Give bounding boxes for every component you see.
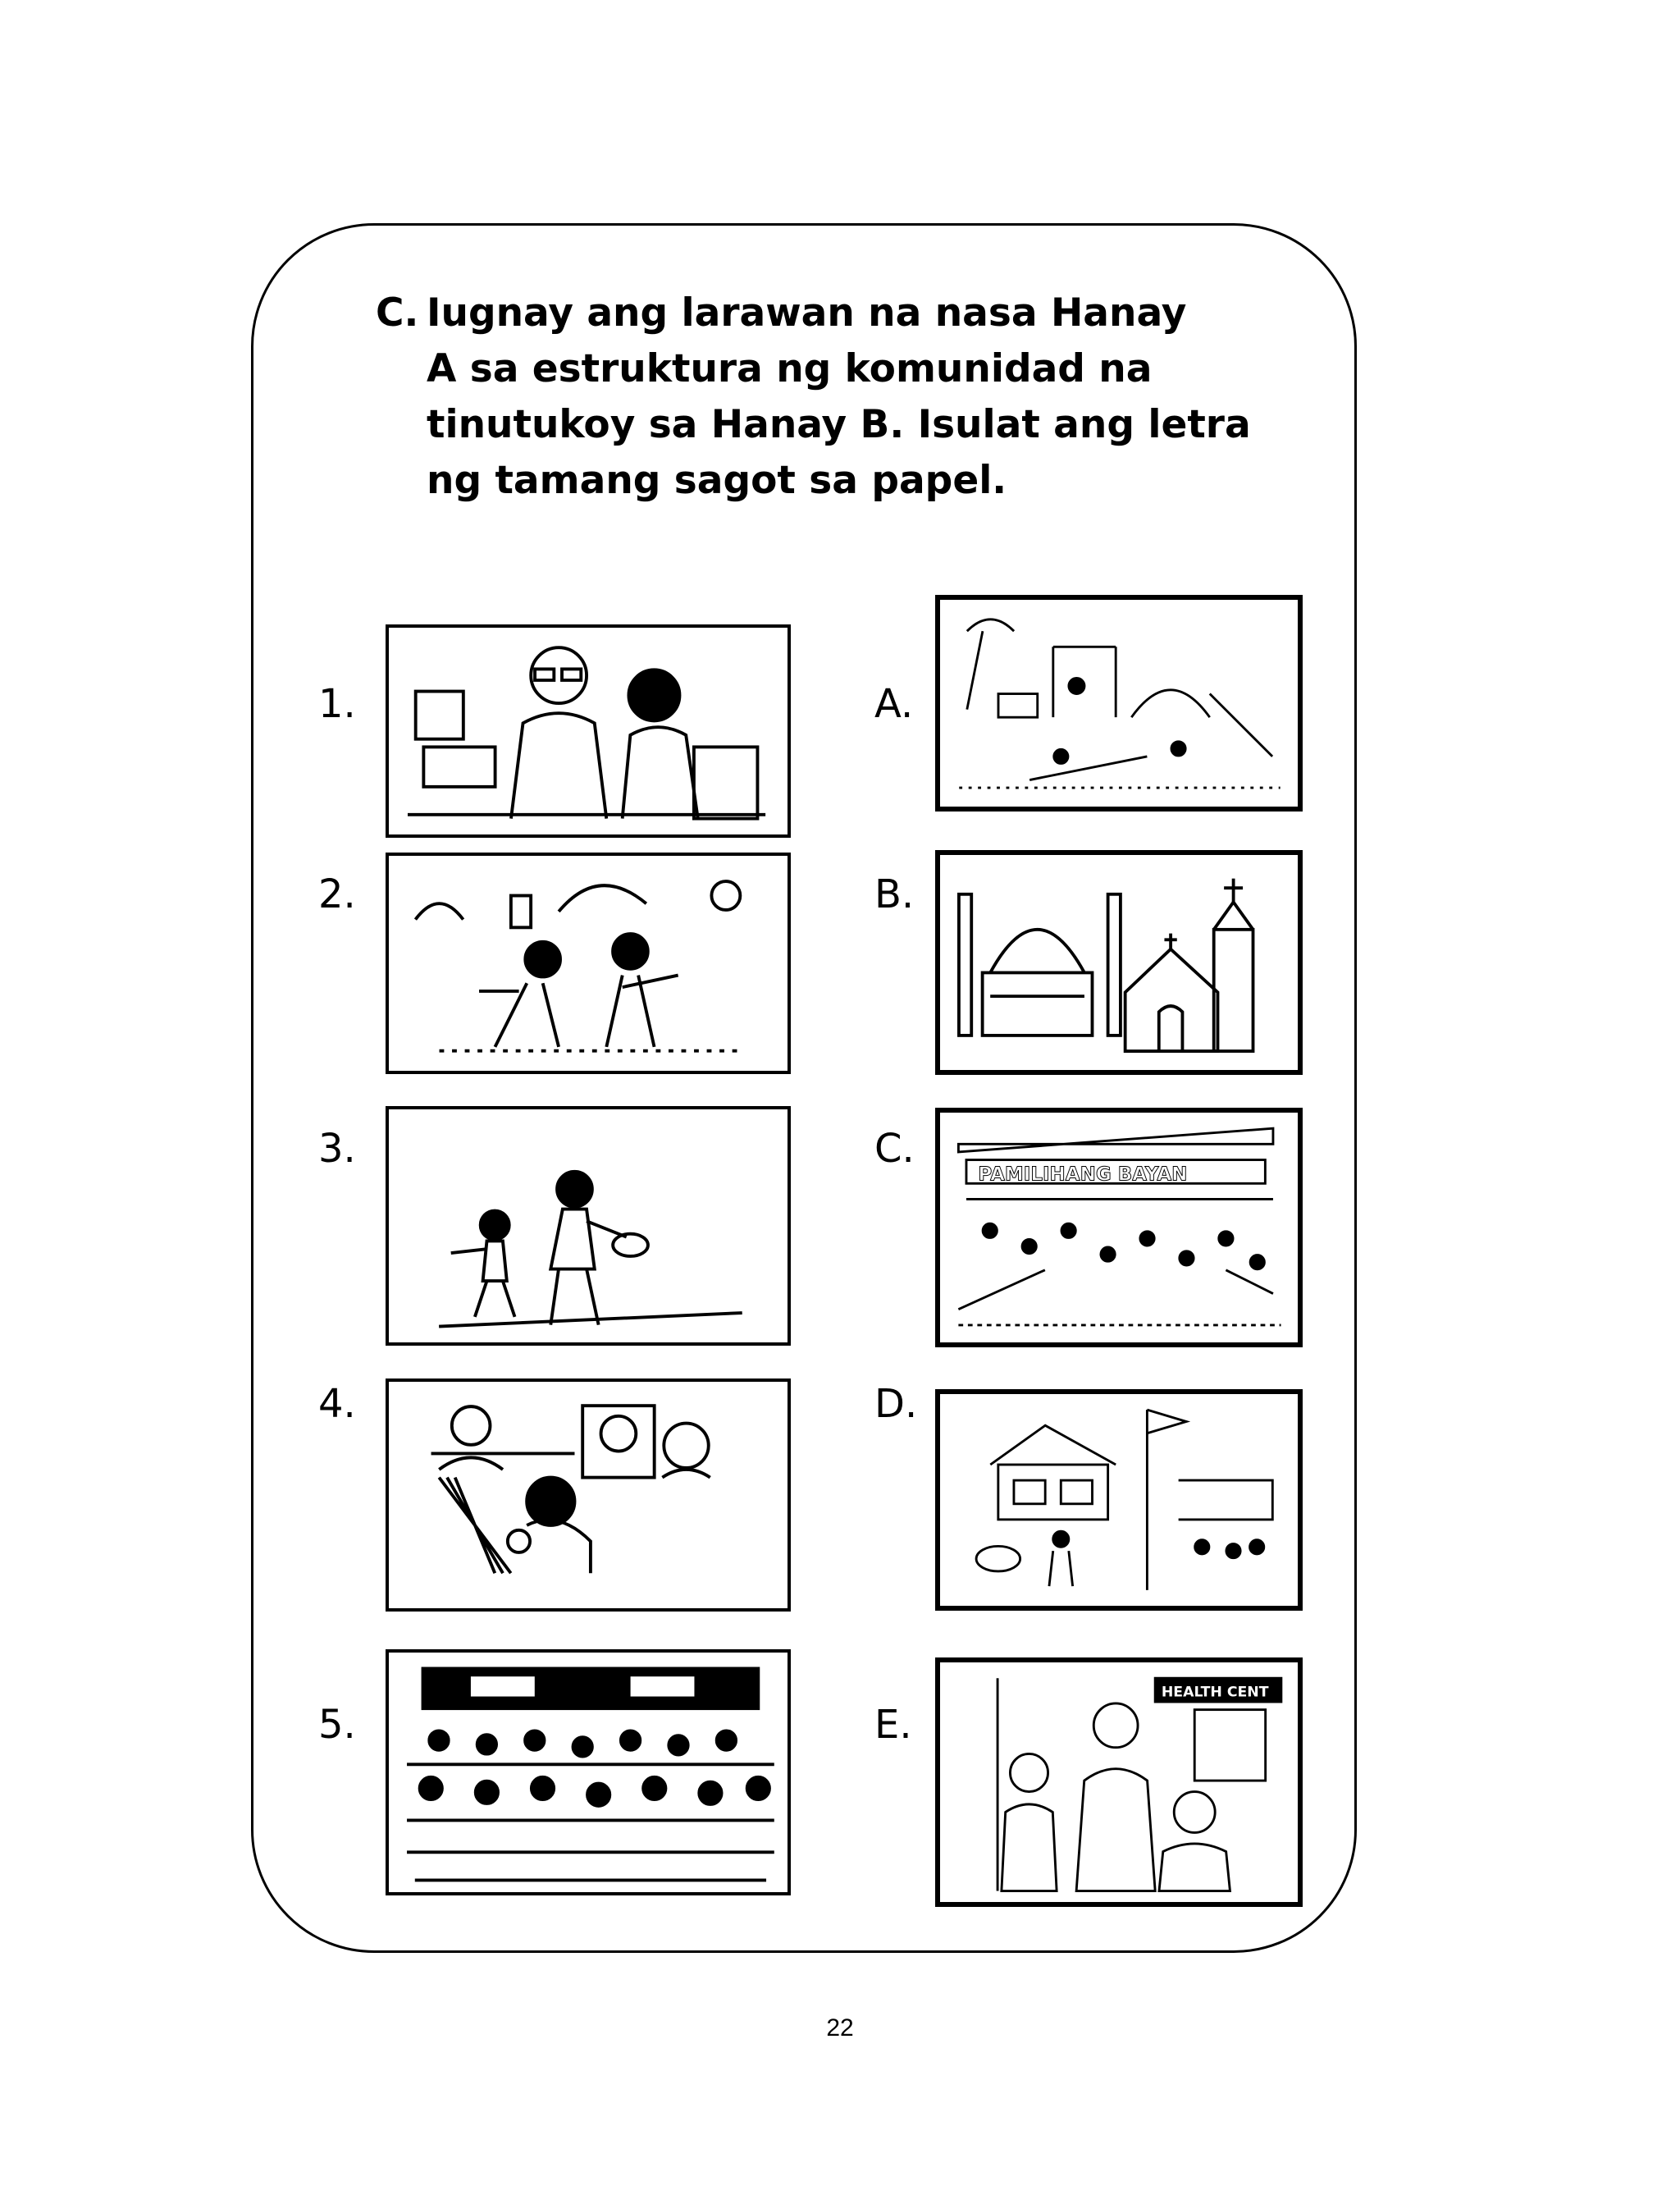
column-b-label-c: C. [874,1126,915,1172]
playground-picture [935,595,1303,812]
instruction-text: Iugnay ang larawan na nasa Hanay A sa estruktura ng komunidad na tinutukoy sa Hanay B. Isulat ang letra ng tamang sagot sa papel. [427,290,1251,503]
column-b-label-e: E. [874,1702,912,1748]
public-market-picture [935,1108,1303,1347]
column-a-label-3: 3. [318,1126,356,1172]
column-a-label-4: 4. [318,1381,356,1427]
mother-and-child-walking-picture [386,1106,791,1346]
market-sign-text: PAMILIHANG BAYAN [978,1164,1188,1186]
column-a-label-5: 5. [318,1702,356,1748]
classroom-students-picture [386,1649,791,1895]
column-b-label-b: B. [874,871,915,917]
column-a-label-2: 2. [318,871,356,917]
instruction [376,286,1319,509]
school-building-picture [935,1389,1303,1611]
page-number: 22 [826,2014,854,2041]
doctor-examining-child-picture [386,624,791,838]
health-center-picture [935,1657,1303,1907]
mosque-and-church-picture [935,850,1303,1075]
column-b-label-d: D. [874,1381,918,1427]
children-playing-outdoors-picture [386,853,791,1074]
column-b-label-a: A. [874,681,914,727]
column-a-label-1: 1. [318,681,356,727]
family-picture [386,1378,791,1612]
instruction-letter: C. [376,290,419,336]
health-center-sign-text: HEALTH CENT [1161,1684,1269,1701]
